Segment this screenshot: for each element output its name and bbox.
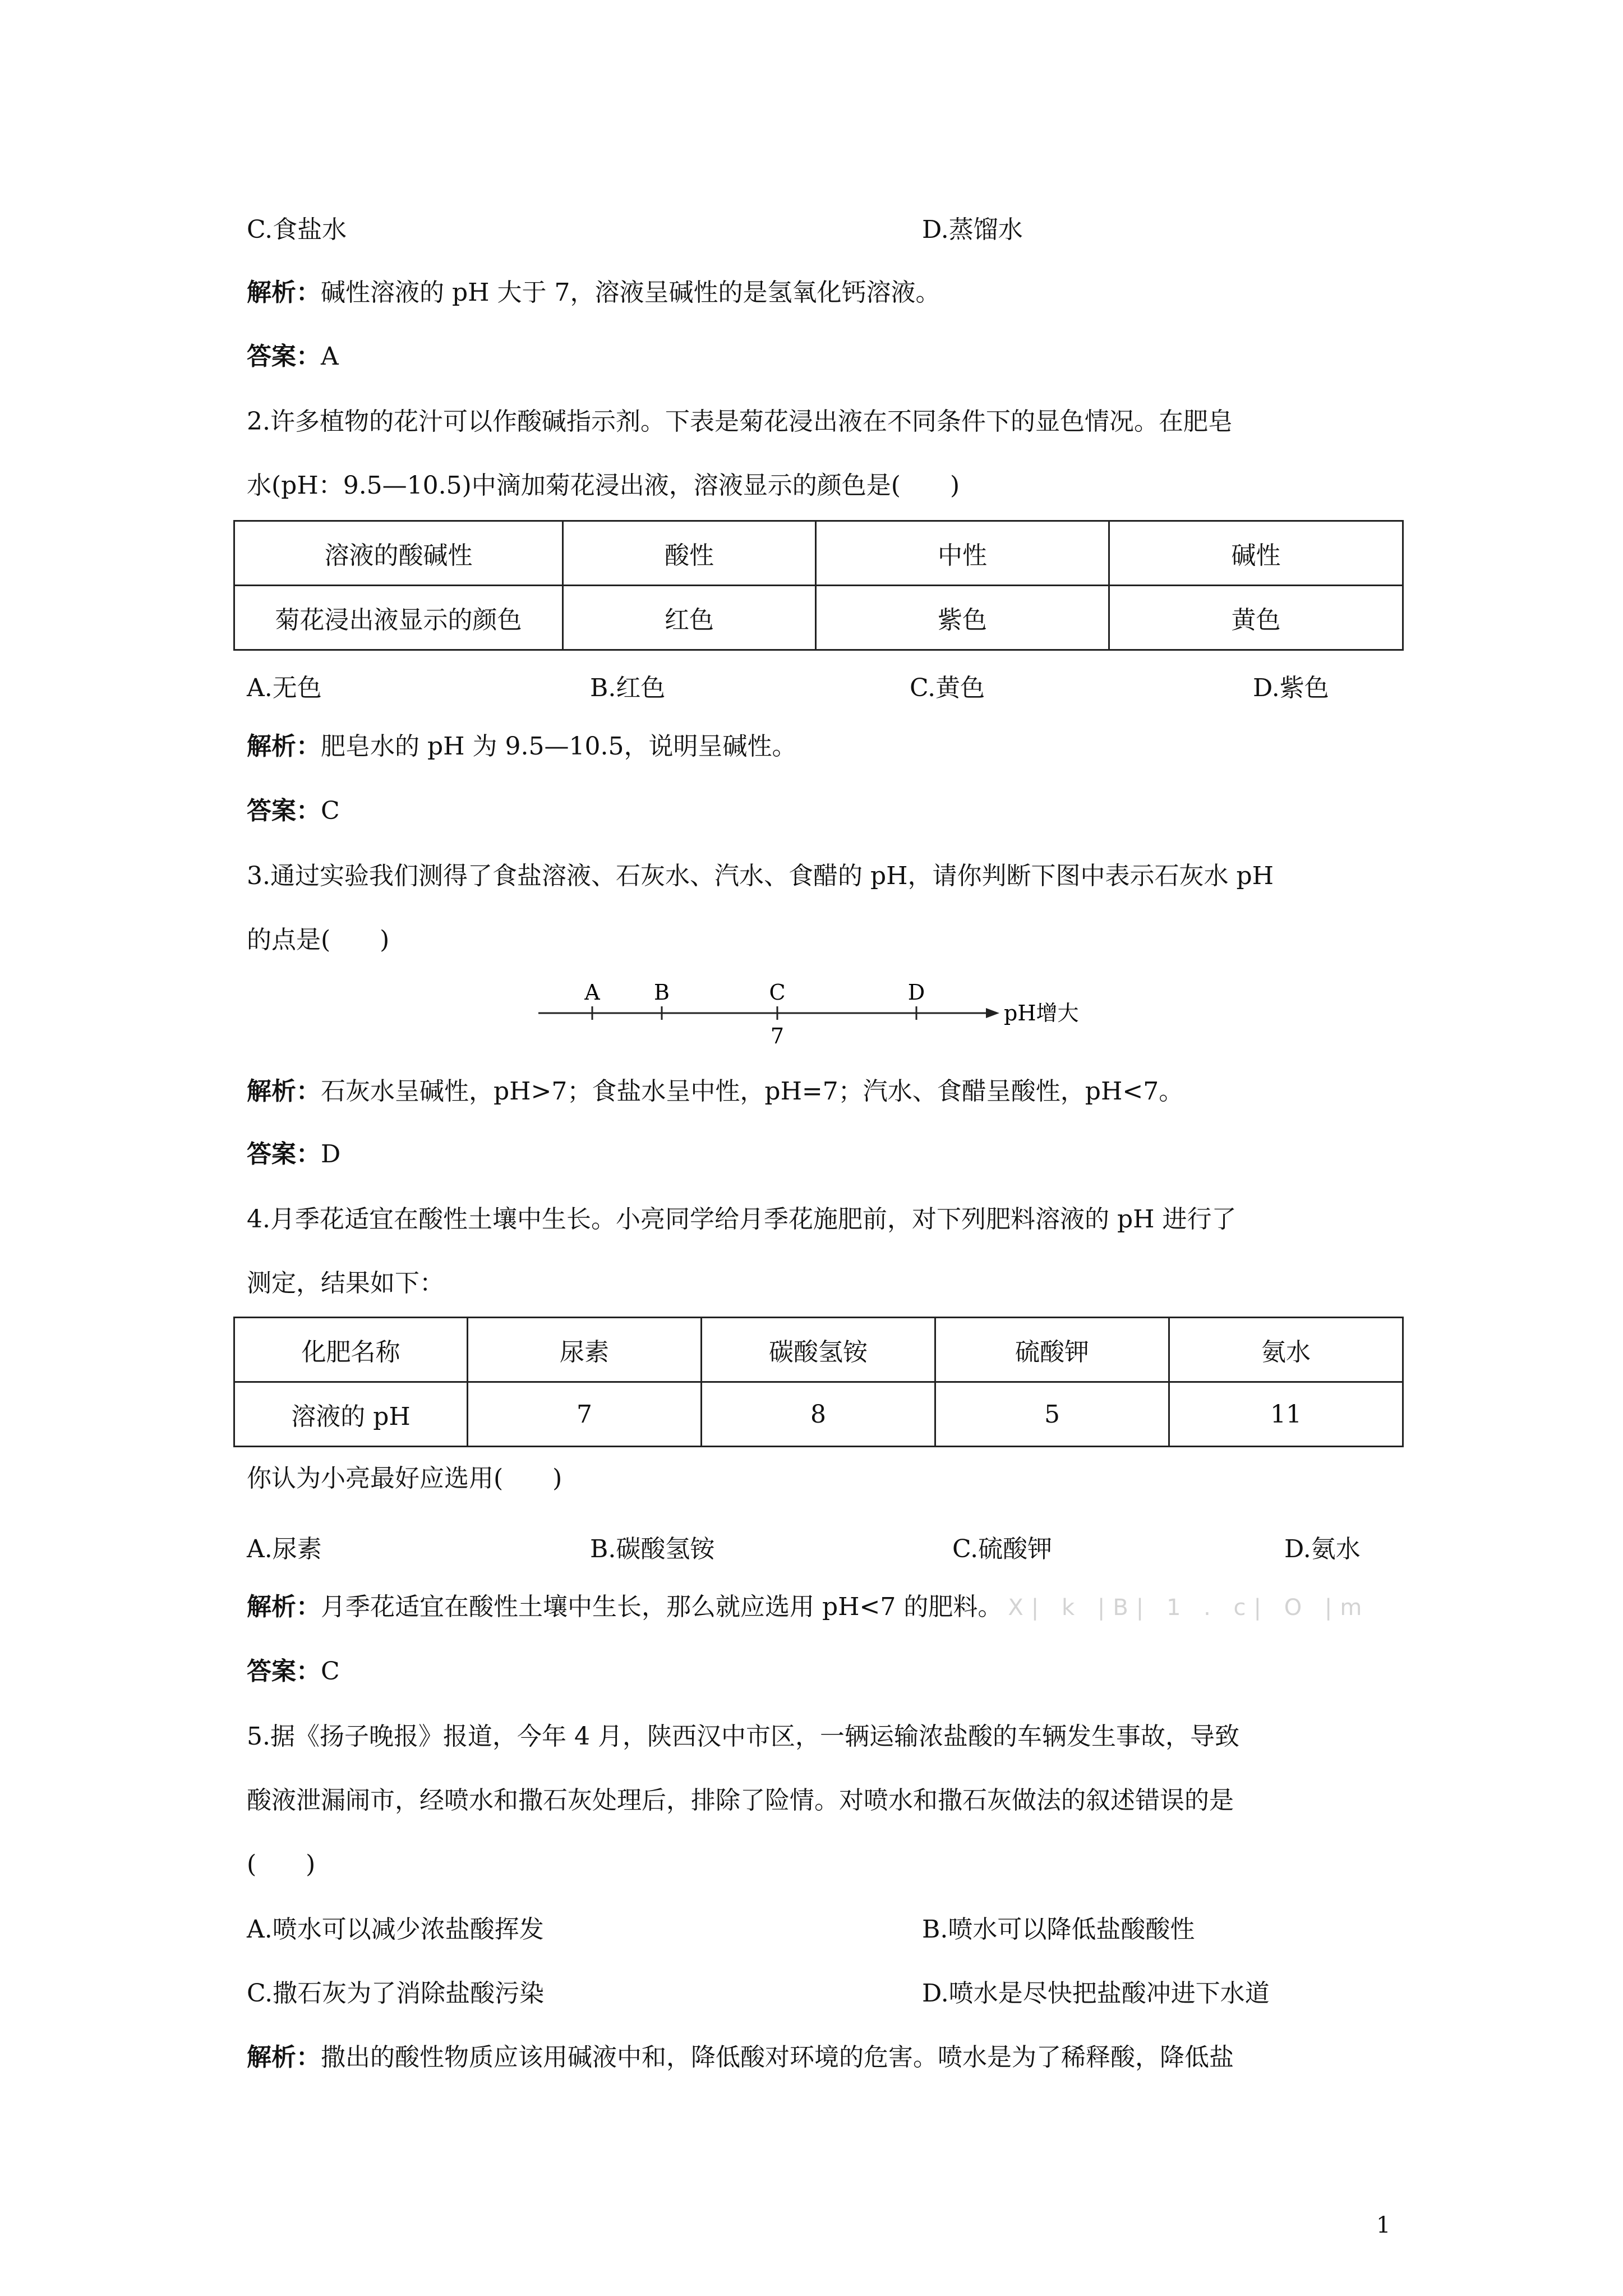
q5-option-c: C.撒石灰为了消除盐酸污染	[247, 1979, 545, 2008]
answer-label: 答案：	[247, 342, 321, 371]
q5-stem-line-1: 5.据《扬子晚报》报道，今年 4 月，陕西汉中市区，一辆运输浓盐酸的车辆发生事故，导致	[247, 1722, 1239, 1751]
table-cell: 碳酸氢铵	[702, 1318, 935, 1382]
q2-option-c: C.黄色	[910, 674, 985, 702]
q4-analysis	[247, 1593, 1370, 1622]
analysis-text: 撒出的酸性物质应该用碱液中和，降低酸对环境的危害。喷水是为了稀释酸，降低盐	[321, 2043, 1234, 2072]
answer-text: C	[321, 1657, 340, 1686]
point-label-b: B	[654, 980, 670, 1005]
table-cell: 尿素	[468, 1318, 702, 1382]
analysis-label: 解析：	[247, 2043, 321, 2072]
table-cell: 11	[1169, 1382, 1403, 1447]
q2-option-a: A.无色	[247, 674, 322, 702]
q2-option-b: B.红色	[590, 674, 666, 702]
analysis-label: 解析：	[247, 1077, 321, 1106]
table-cell: 化肥名称	[234, 1318, 468, 1382]
q2-answer	[247, 797, 340, 826]
q3-ph-number-line	[538, 975, 1122, 1059]
table-cell: 红色	[563, 586, 816, 650]
table-header-row	[234, 1318, 1403, 1382]
point-label-a: A	[584, 980, 600, 1005]
q4-option-d: D.氨水	[1284, 1535, 1361, 1563]
point-label-d: D	[907, 980, 925, 1005]
table-cell: 5	[935, 1382, 1169, 1447]
q1-answer	[247, 342, 339, 372]
table-row	[234, 1382, 1403, 1447]
q4-stem-line-1: 4.月季花适宜在酸性土壤中生长。小亮同学给月季花施肥前，对下列肥料溶液的 pH 进行了	[247, 1205, 1237, 1234]
watermark-text: X| k |B| 1 . c| O |m	[1008, 1595, 1370, 1621]
q1-analysis	[247, 278, 940, 308]
answer-label: 答案：	[247, 1657, 321, 1686]
table-cell: 黄色	[1109, 586, 1403, 650]
q2-analysis	[247, 732, 796, 762]
point-label-c: C	[769, 980, 786, 1005]
ph-axis-arrowhead	[986, 1008, 999, 1018]
table-cell: 酸性	[563, 521, 816, 586]
q5-stem-line-2: 酸液泄漏闹市，经喷水和撒石灰处理后，排除了险情。对喷水和撒石灰做法的叙述错误的是	[247, 1786, 1234, 1815]
answer-label: 答案：	[247, 797, 321, 825]
analysis-text: 肥皂水的 pH 为 9.5—10.5，说明呈碱性。	[321, 732, 797, 761]
table-cell: 7	[468, 1382, 702, 1447]
q4-question: 你认为小亮最好应选用( )	[247, 1464, 562, 1493]
answer-text: D	[321, 1140, 341, 1168]
q5-analysis	[247, 2043, 1234, 2073]
table-cell: 中性	[816, 521, 1109, 586]
table-cell: 溶液的酸碱性	[234, 521, 563, 586]
table-header-row	[234, 521, 1403, 586]
table-cell: 8	[702, 1382, 935, 1447]
q3-stem-line-1: 3.通过实验我们测得了食盐溶液、石灰水、汽水、食醋的 pH，请你判断下图中表示石灰水 pH	[247, 862, 1274, 890]
analysis-text: 石灰水呈碱性，pH>7；食盐水呈中性，pH=7；汽水、食醋呈酸性，pH<7。	[321, 1077, 1184, 1106]
answer-text: C	[321, 797, 340, 825]
q4-option-c: C.硫酸钾	[952, 1535, 1053, 1563]
answer-label: 答案：	[247, 1140, 321, 1168]
q5-option-a: A.喷水可以减少浓盐酸挥发	[247, 1915, 544, 1944]
analysis-text: 碱性溶液的 pH 大于 7，溶液呈碱性的是氢氧化钙溶液。	[321, 278, 940, 307]
q2-option-d: D.紫色	[1253, 674, 1329, 702]
analysis-label: 解析：	[247, 1593, 321, 1621]
q2-color-table	[233, 520, 1404, 651]
table-cell: 溶液的 pH	[234, 1382, 468, 1447]
q2-stem-line-2: 水(pH：9.5—10.5)中滴加菊花浸出液，溶液显示的颜色是( )	[247, 471, 960, 500]
q1-option-c: C.食盐水	[247, 215, 347, 244]
q3-analysis	[247, 1077, 1183, 1107]
analysis-label: 解析：	[247, 278, 321, 307]
answer-text: A	[321, 342, 339, 371]
q3-answer	[247, 1140, 340, 1170]
q5-option-b: B.喷水可以降低盐酸酸性	[922, 1915, 1195, 1944]
tick-label-7: 7	[770, 1024, 785, 1048]
q4-option-a: A.尿素	[247, 1535, 322, 1563]
q2-stem-line-1: 2.许多植物的花汁可以作酸碱指示剂。下表是菊花浸出液在不同条件下的显色情况。在肥皂	[247, 407, 1233, 436]
q4-ph-table	[233, 1317, 1404, 1447]
q3-stem-line-2: 的点是( )	[247, 926, 390, 954]
table-cell: 硫酸钾	[935, 1318, 1169, 1382]
table-cell: 氨水	[1169, 1318, 1403, 1382]
ph-increase-label: pH增大	[1004, 1001, 1079, 1025]
q5-option-d: D.喷水是尽快把盐酸冲进下水道	[922, 1979, 1270, 2008]
q1-option-d: D.蒸馏水	[922, 215, 1023, 244]
analysis-text: 月季花适宜在酸性土壤中生长，那么就应选用 pH<7 的肥料。	[321, 1593, 1003, 1621]
q5-stem-line-3: ( )	[247, 1850, 316, 1879]
q4-option-b: B.碳酸氢铵	[590, 1535, 715, 1563]
table-cell: 紫色	[816, 586, 1109, 650]
table-row	[234, 586, 1403, 650]
q4-answer	[247, 1657, 340, 1687]
analysis-label: 解析：	[247, 732, 321, 761]
table-cell: 菊花浸出液显示的颜色	[234, 586, 563, 650]
table-cell: 碱性	[1109, 521, 1403, 586]
q4-stem-line-2: 测定，结果如下：	[247, 1269, 444, 1297]
page-number: 1	[1376, 2212, 1391, 2238]
